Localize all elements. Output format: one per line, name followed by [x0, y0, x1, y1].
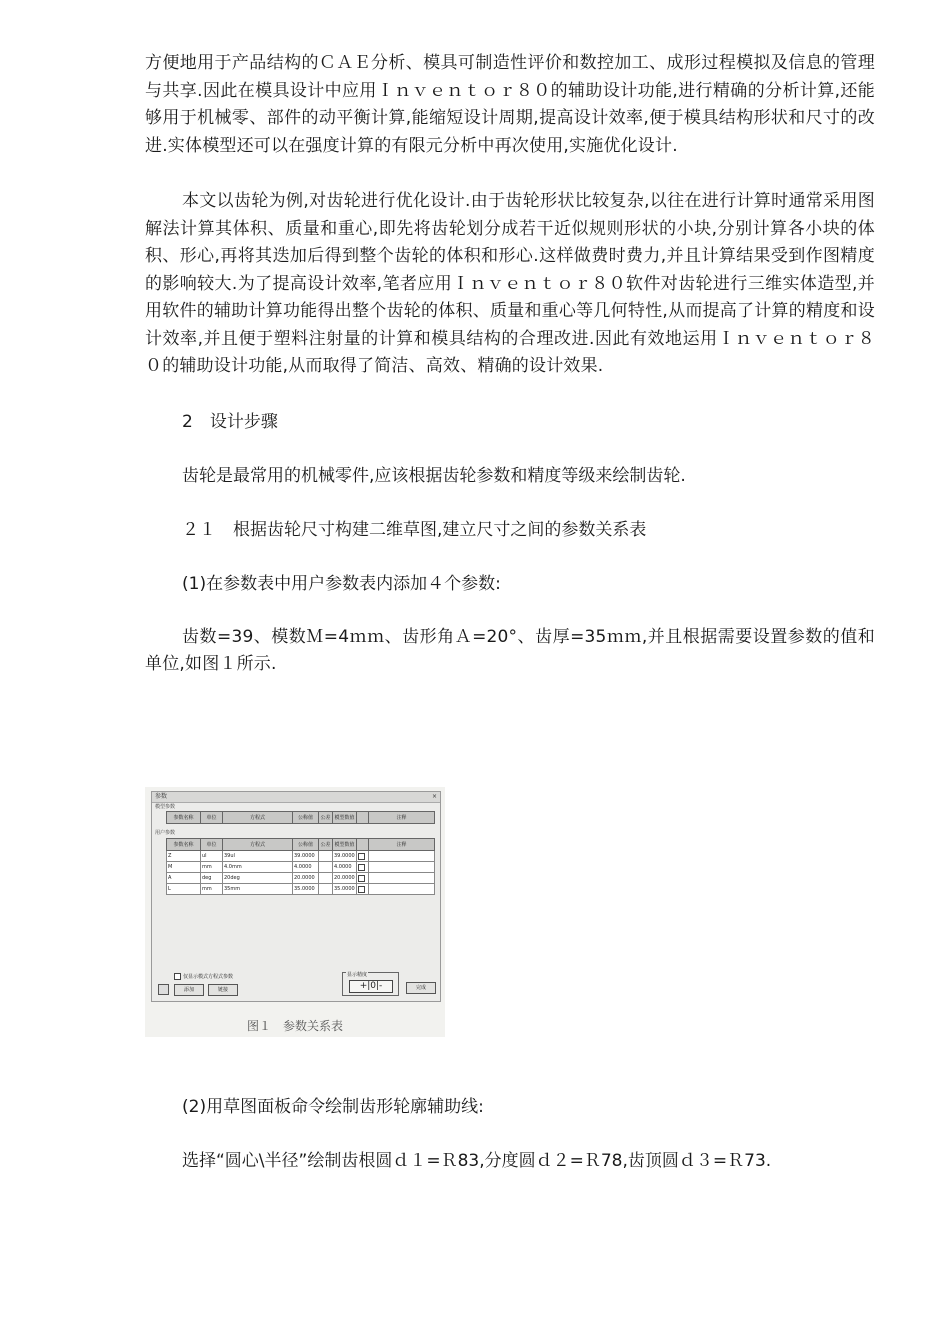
figure-1: [145, 787, 445, 1037]
header-cell: 注释: [369, 839, 435, 851]
model-params-table: [166, 811, 435, 824]
step-2: (2)用草图面板命令绘制齿形轮廓辅助线:: [182, 1097, 484, 1117]
header-cell: 方程式: [223, 812, 293, 824]
table-cell: [319, 873, 333, 884]
header-cell: 公差: [319, 812, 333, 824]
checkbox-icon: [358, 886, 365, 893]
step-2-detail: 选择“圆心\半径”绘制齿根圆ｄ１=Ｒ83,分度圆ｄ２=Ｒ78,齿顶圆ｄ３=Ｒ73.: [182, 1151, 772, 1171]
table-cell: 35mm: [223, 884, 293, 895]
main-paragraph: 本文以齿轮为例,对齿轮进行优化设计.由于齿轮形状比较复杂,以往在进行计算时通常采用图解法计算其体积、质量和重心,即先将齿轮划分成若干近似规则形状的小块,分别计算各小块的体积、形心,再将其迭加后得到整个齿轮的体积和形心.这样做费时费力,并且计算结果受到作图精度的影响较大.为了提高设计效率,笔者应用Ｉｎｖｅｎｔｏｒ８０软件对齿轮进行三维实体造型,并用软件的辅助计算功能得出整个齿轮的体积、质量和重心等几何特性,从而提高了计算的精度和设计效率,并且便于塑料注射量的计算和模具结构的合理改进.因此有效地运用Ｉｎｖｅｎｔｏｒ８０的辅助设计功能,从而取得了简洁、高效、精确的设计效果.: [145, 191, 875, 376]
table-cell: [357, 884, 369, 895]
header-cell: 参数名称: [167, 812, 201, 824]
header-cell: 公称值: [293, 812, 319, 824]
intro-paragraph: 方便地用于产品结构的ＣＡＥ分析、模具可制造性评价和数控加工、成形过程模拟及信息的管理与共享.因此在模具设计中应用Ｉｎｖｅｎｔｏｒ８０的辅助设计功能,进行精确的分析计算,还能够用于机械零、部件的动平衡计算,能缩短设计周期,提高设计效率,便于模具结构形状和尺寸的改进.实体模型还可以在强度计算的有限元分析中再次使用,实施优化设计.: [145, 53, 875, 156]
article-body-continued: [145, 1094, 875, 1175]
table-cell: [369, 851, 435, 862]
header-cell: [357, 812, 369, 824]
table-cell: 35.0000: [333, 884, 357, 895]
table-cell: L: [167, 884, 201, 895]
table-cell: 39.0000: [293, 851, 319, 862]
checkbox-icon: [358, 875, 365, 882]
user-params-label: 用户参数: [155, 830, 176, 836]
user-params-table: [166, 838, 435, 895]
model-header-row: [167, 812, 435, 824]
table-cell: mm: [201, 884, 223, 895]
table-cell: 20.0000: [293, 873, 319, 884]
header-cell: 参数名称: [167, 839, 201, 851]
table-row: [167, 884, 435, 895]
figure-caption: 图１ 参数关系表: [246, 1019, 343, 1033]
header-cell: 方程式: [223, 839, 293, 851]
export-checkbox-row: [174, 973, 233, 981]
table-cell: 20deg: [223, 873, 293, 884]
table-cell: deg: [201, 873, 223, 884]
table-cell: [369, 884, 435, 895]
table-cell: [357, 851, 369, 862]
checkbox-icon: [358, 853, 365, 860]
precision-control: +|0|-: [349, 980, 393, 993]
table-cell: 4.0mm: [223, 862, 293, 873]
precision-group: [342, 972, 399, 996]
section-intro: 齿轮是最常用的机械零件,应该根据齿轮参数和精度等级来绘制齿轮.: [182, 465, 686, 486]
header-cell: 公称值: [293, 839, 319, 851]
table-cell: [319, 862, 333, 873]
add-button: 添加: [174, 984, 204, 996]
header-cell: 单位: [201, 812, 223, 824]
table-row: [167, 873, 435, 884]
table-cell: 35.0000: [293, 884, 319, 895]
table-cell: [319, 851, 333, 862]
header-cell: [357, 839, 369, 851]
header-cell: 公差: [319, 839, 333, 851]
table-cell: 39.0000: [333, 851, 357, 862]
table-cell: 4.0000: [293, 862, 319, 873]
step-1: (1)在参数表中用户参数表内添加４个参数:: [182, 573, 501, 594]
table-row: [167, 851, 435, 862]
dialog-title: 参数: [155, 793, 168, 800]
header-cell: 单位: [201, 839, 223, 851]
article-body: [145, 50, 875, 679]
table-row: [167, 862, 435, 873]
table-cell: A: [167, 873, 201, 884]
subsection-heading: ２１ 根据齿轮尺寸构建二维草图,建立尺寸之间的参数关系表: [182, 519, 647, 540]
done-button: 完成: [406, 982, 436, 994]
table-cell: [369, 873, 435, 884]
precision-label: 显示精度: [347, 972, 368, 978]
table-cell: [319, 884, 333, 895]
link-button: 链接: [208, 984, 238, 996]
header-cell: 模型数值: [333, 839, 357, 851]
step-1-detail: 齿数=39、模数Ｍ=4ｍｍ、齿形角Ａ=20°、齿厚=35ｍｍ,并且根据需要设置参数的值和单位,如图１所示.: [145, 626, 875, 674]
header-cell: 注释: [369, 812, 435, 824]
parameters-dialog-screenshot: [151, 791, 441, 1002]
spreadsheet-icon: [158, 984, 169, 995]
checkbox-icon: [174, 973, 181, 980]
table-cell: [369, 862, 435, 873]
table-cell: ul: [201, 851, 223, 862]
table-cell: 20.0000: [333, 873, 357, 884]
table-cell: Z: [167, 851, 201, 862]
export-checkbox-label: 仅显示模式方程式参数: [183, 974, 234, 980]
header-cell: 模型数值: [333, 812, 357, 824]
dialog-titlebar: [152, 792, 440, 803]
user-header-row: [167, 839, 435, 851]
model-params-label: 模型参数: [155, 804, 176, 810]
table-cell: [357, 873, 369, 884]
table-cell: M: [167, 862, 201, 873]
table-cell: 39ul: [223, 851, 293, 862]
close-icon: ×: [431, 793, 437, 800]
table-cell: 4.0000: [333, 862, 357, 873]
table-cell: mm: [201, 862, 223, 873]
table-cell: [357, 862, 369, 873]
checkbox-icon: [358, 864, 365, 871]
section-heading: 2 设计步骤: [182, 411, 278, 432]
